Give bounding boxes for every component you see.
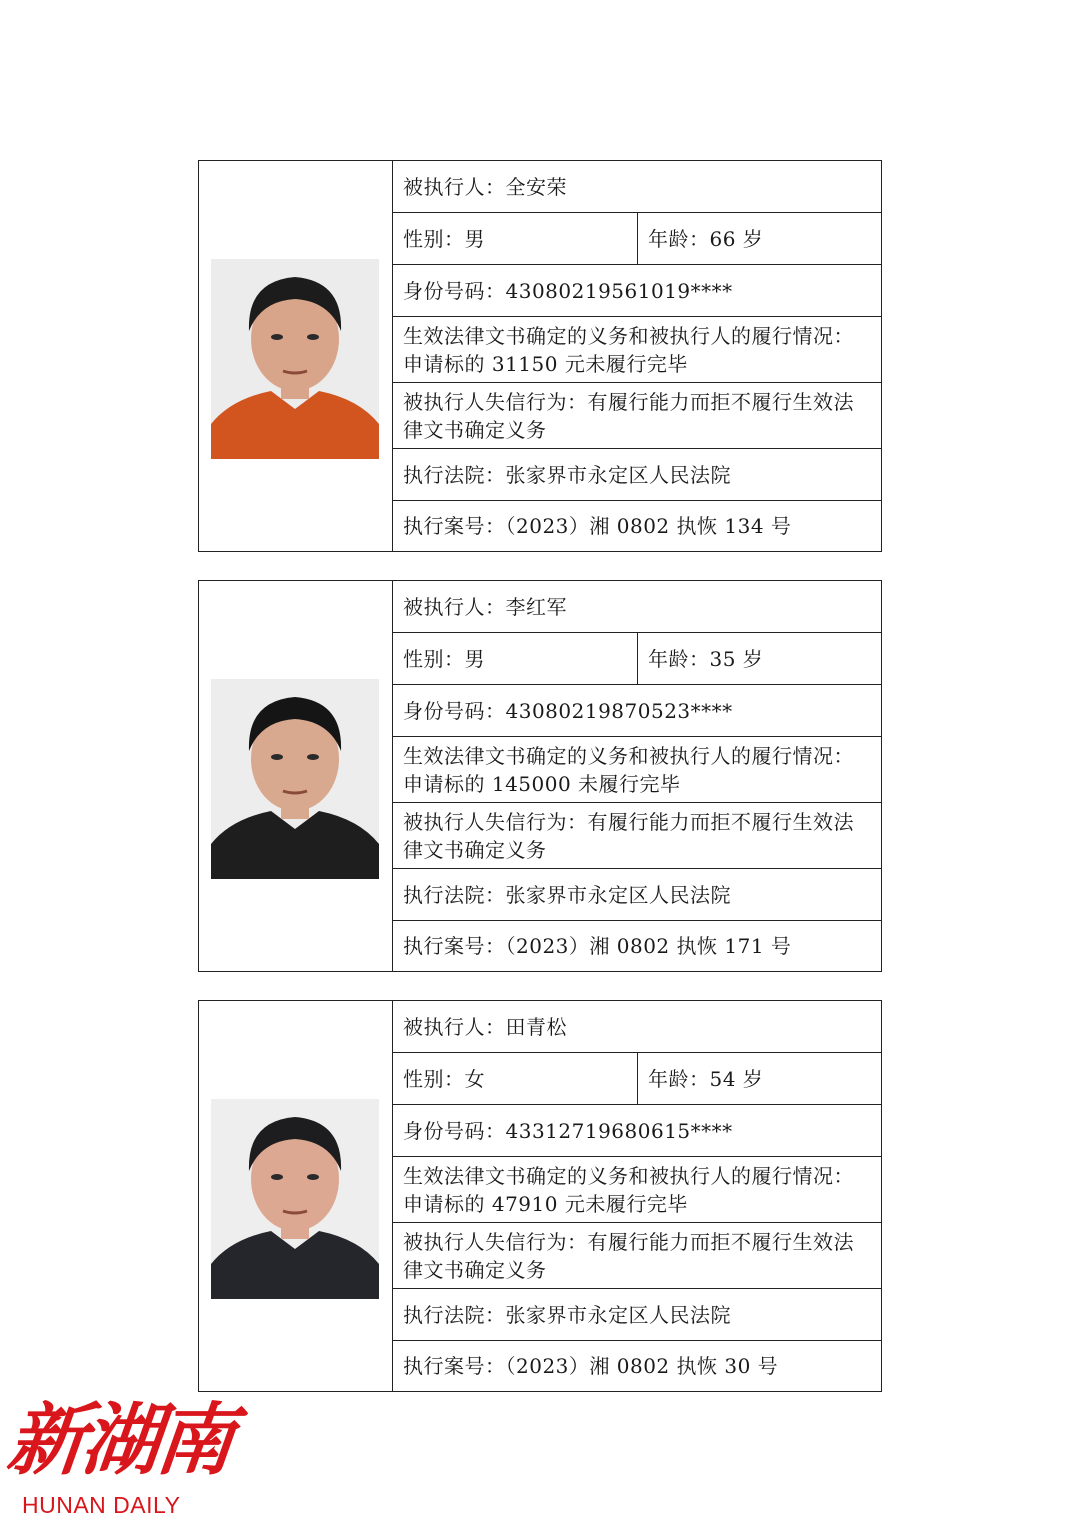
debtor-gender: 性别：男 xyxy=(393,633,638,684)
debtor-card xyxy=(198,1000,882,1392)
executing-court: 执行法院：张家界市永定区人民法院 xyxy=(403,1302,731,1327)
case-number: 执行案号：（2023）湘 0802 执恢 30 号 xyxy=(403,1354,779,1378)
case-number: 执行案号：（2023）湘 0802 执恢 171 号 xyxy=(403,934,792,958)
info-table xyxy=(393,1001,881,1391)
logo-english-text: HUNAN DAILY xyxy=(22,1492,181,1518)
portrait-figure xyxy=(211,1099,379,1299)
info-table xyxy=(393,161,881,551)
logo-chinese-text: 新湖南 xyxy=(3,1395,235,1486)
debtor-card xyxy=(198,160,882,552)
case-number: 执行案号：（2023）湘 0802 执恢 134 号 xyxy=(403,514,792,538)
debtor-gender: 性别：女 xyxy=(393,1053,638,1104)
debtor-photo xyxy=(211,259,379,459)
photo-cell xyxy=(199,161,393,551)
dishonest-behavior: 被执行人失信行为：有履行能力而拒不履行生效法律文书确定义务 xyxy=(403,809,854,862)
debtor-age: 年龄：54 岁 xyxy=(648,1066,764,1091)
debtor-id: 身份号码：43312719680615**** xyxy=(403,1118,733,1143)
debtor-name: 被执行人：全安荣 xyxy=(403,174,567,199)
hunan-daily-logo xyxy=(0,1392,235,1528)
obligation-status: 生效法律文书确定的义务和被执行人的履行情况：申请标的 145000 未履行完毕 xyxy=(403,743,854,796)
portrait-figure xyxy=(211,679,379,879)
debtor-photo xyxy=(211,1099,379,1299)
photo-cell xyxy=(199,581,393,971)
info-table xyxy=(393,581,881,971)
photo-cell xyxy=(199,1001,393,1391)
debtor-card xyxy=(198,580,882,972)
obligation-status: 生效法律文书确定的义务和被执行人的履行情况：申请标的 31150 元未履行完毕 xyxy=(403,323,854,376)
debtor-age: 年龄：35 岁 xyxy=(648,646,764,671)
portrait-figure xyxy=(211,259,379,459)
debtor-name: 被执行人：李红军 xyxy=(403,594,567,619)
debtor-photo xyxy=(211,679,379,879)
obligation-status: 生效法律文书确定的义务和被执行人的履行情况：申请标的 47910 元未履行完毕 xyxy=(403,1163,854,1216)
debtor-name: 被执行人：田青松 xyxy=(403,1014,567,1039)
dishonest-behavior: 被执行人失信行为：有履行能力而拒不履行生效法律文书确定义务 xyxy=(403,1229,854,1282)
dishonest-behavior: 被执行人失信行为：有履行能力而拒不履行生效法律文书确定义务 xyxy=(403,389,854,442)
debtor-id: 身份号码：43080219870523**** xyxy=(403,698,733,723)
debtor-age: 年龄：66 岁 xyxy=(648,226,764,251)
debtor-gender: 性别：男 xyxy=(393,213,638,264)
debtor-id: 身份号码：43080219561019**** xyxy=(403,278,733,303)
executing-court: 执行法院：张家界市永定区人民法院 xyxy=(403,462,731,487)
executing-court: 执行法院：张家界市永定区人民法院 xyxy=(403,882,731,907)
